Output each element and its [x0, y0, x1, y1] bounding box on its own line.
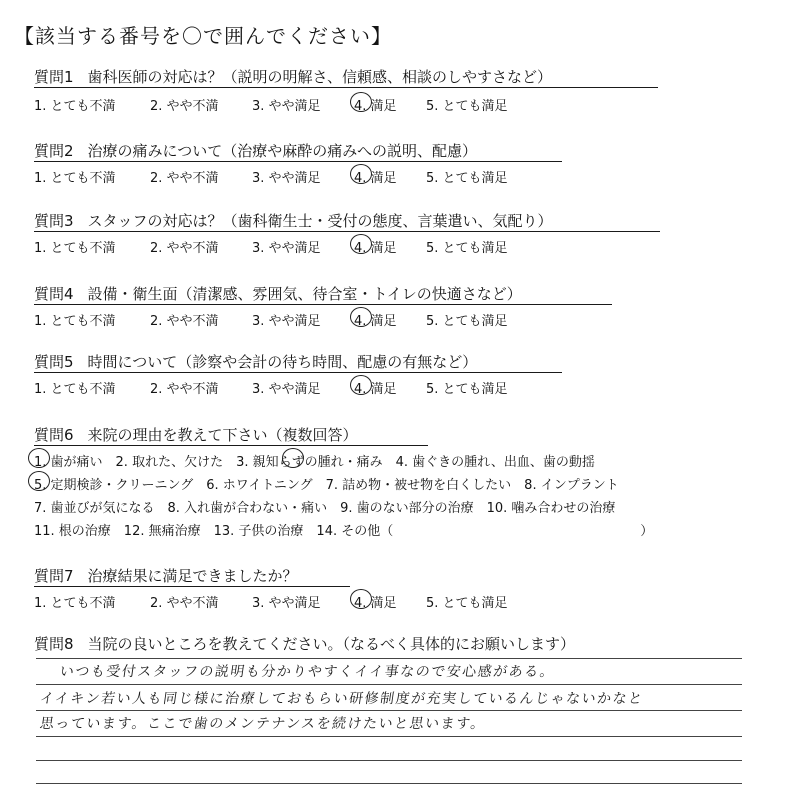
answer-circle: [350, 307, 372, 327]
question-number: 質問2: [34, 142, 74, 160]
answer-circle: [282, 448, 304, 468]
question-text: スタッフの対応は？（歯科衛生士・受付の態度、言葉遣い、気配り）: [87, 212, 553, 230]
option-1[interactable]: 1. とても不満: [34, 596, 116, 611]
option-2[interactable]: 2. やや不満: [150, 241, 219, 256]
answer-circle: [350, 375, 372, 395]
question-number: 質問1: [34, 68, 74, 86]
question-text: 治療結果に満足できましたか？: [87, 567, 298, 585]
writing-line: [36, 736, 742, 737]
option-5[interactable]: 5. とても満足: [426, 99, 508, 114]
question-text: 当院の良いところを教えてください。（なるべく具体的にお願いします）: [87, 635, 576, 653]
option-5[interactable]: 5. とても満足: [426, 171, 508, 186]
handwritten-answer-line-2: イイキン若い人も同じ様に治療しておもらい研修制度が充実しているんじゃないかなと: [38, 691, 645, 707]
q6-options-row-4[interactable]: 11. 根の治療 12. 無痛治療 13. 子供の治療 14. その他（ ）: [34, 524, 654, 539]
writing-line: [36, 684, 742, 685]
question-number: 質問4: [34, 285, 74, 303]
option-3[interactable]: 3. やや満足: [252, 382, 321, 397]
question-7: [34, 565, 298, 586]
question-number: 質問5: [34, 353, 74, 371]
answer-circle: [350, 164, 372, 184]
question-text: 時間について（診察や会計の待ち時間、配慮の有無など）: [87, 353, 478, 371]
writing-line: [36, 760, 742, 761]
question-underline: [34, 304, 612, 305]
question-5: [34, 351, 477, 372]
answer-circle: [28, 448, 50, 468]
question-number: 質問3: [34, 212, 74, 230]
question-text: 歯科医師の対応は？（説明の明解さ、信頼感、相談のしやすさなど）: [87, 68, 552, 86]
answer-circle: [350, 92, 372, 112]
question-8: [34, 633, 575, 654]
answer-circle: [28, 471, 50, 491]
answer-circle: [350, 589, 372, 609]
question-2: [34, 140, 477, 161]
question-underline: [34, 445, 428, 446]
option-4[interactable]: 4. 満足: [354, 596, 397, 611]
option-1[interactable]: 1. とても不満: [34, 241, 116, 256]
question-number: 質問7: [34, 567, 74, 585]
option-3[interactable]: 3. やや満足: [252, 314, 321, 329]
option-4[interactable]: 4. 満足: [354, 99, 397, 114]
option-5[interactable]: 5. とても満足: [426, 382, 508, 397]
question-underline: [34, 372, 562, 373]
option-1[interactable]: 1. とても不満: [34, 99, 116, 114]
question-number: 質問6: [34, 426, 74, 444]
question-4: [34, 283, 522, 304]
question-1: [34, 66, 552, 87]
question-6: [34, 424, 358, 445]
option-2[interactable]: 2. やや不満: [150, 596, 219, 611]
q6-options-row-1[interactable]: 1. 歯が痛い 2. 取れた、欠けた 3. 親知らずの腫れ・痛み 4. 歯ぐきの腫れ、出血、歯の動揺: [34, 455, 595, 470]
question-underline: [34, 586, 350, 587]
question-3: [34, 210, 553, 231]
option-3[interactable]: 3. やや満足: [252, 171, 321, 186]
question-underline: [34, 231, 660, 232]
option-4[interactable]: 4. 満足: [354, 314, 397, 329]
option-4[interactable]: 4. 満足: [354, 382, 397, 397]
page-title: 【該当する番号を〇で囲んでください】: [14, 24, 392, 48]
question-underline: [34, 87, 658, 88]
writing-line: [36, 710, 742, 711]
option-3[interactable]: 3. やや満足: [252, 99, 321, 114]
option-2[interactable]: 2. やや不満: [150, 99, 219, 114]
question-underline: [34, 161, 562, 162]
option-1[interactable]: 1. とても不満: [34, 171, 116, 186]
handwritten-answer-line-1: いつも受付スタッフの説明も分かりやすくイイ事なので安心感がある。: [58, 664, 557, 680]
option-5[interactable]: 5. とても満足: [426, 596, 508, 611]
handwritten-answer-line-3: 思っています。ここで歯のメンテナンスを続けたいと思います。: [38, 716, 488, 732]
question-text: 来院の理由を教えて下さい（複数回答）: [87, 426, 358, 444]
q6-options-row-2[interactable]: 5. 定期検診・クリーニング 6. ホワイトニング 7. 詰め物・被せ物を白くしたい 8. インプラント: [34, 478, 619, 493]
option-4[interactable]: 4. 満足: [354, 171, 397, 186]
option-2[interactable]: 2. やや不満: [150, 314, 219, 329]
answer-circle: [350, 234, 372, 254]
option-5[interactable]: 5. とても満足: [426, 314, 508, 329]
question-text: 治療の痛みについて（治療や麻酔の痛みへの説明、配慮）: [87, 142, 477, 160]
option-3[interactable]: 3. やや満足: [252, 241, 321, 256]
writing-line: [36, 658, 742, 659]
option-1[interactable]: 1. とても不満: [34, 314, 116, 329]
option-5[interactable]: 5. とても満足: [426, 241, 508, 256]
option-2[interactable]: 2. やや不満: [150, 382, 219, 397]
option-4[interactable]: 4. 満足: [354, 241, 397, 256]
q6-options-row-3[interactable]: 7. 歯並びが気になる 8. 入れ歯が合わない・痛い 9. 歯のない部分の治療 10. 噛み合わせの治療: [34, 501, 616, 516]
question-text: 設備・衛生面（清潔感、雰囲気、待合室・トイレの快適さなど）: [87, 285, 522, 303]
option-2[interactable]: 2. やや不満: [150, 171, 219, 186]
question-number: 質問8: [34, 635, 74, 653]
writing-line: [36, 783, 742, 784]
option-3[interactable]: 3. やや満足: [252, 596, 321, 611]
option-1[interactable]: 1. とても不満: [34, 382, 116, 397]
